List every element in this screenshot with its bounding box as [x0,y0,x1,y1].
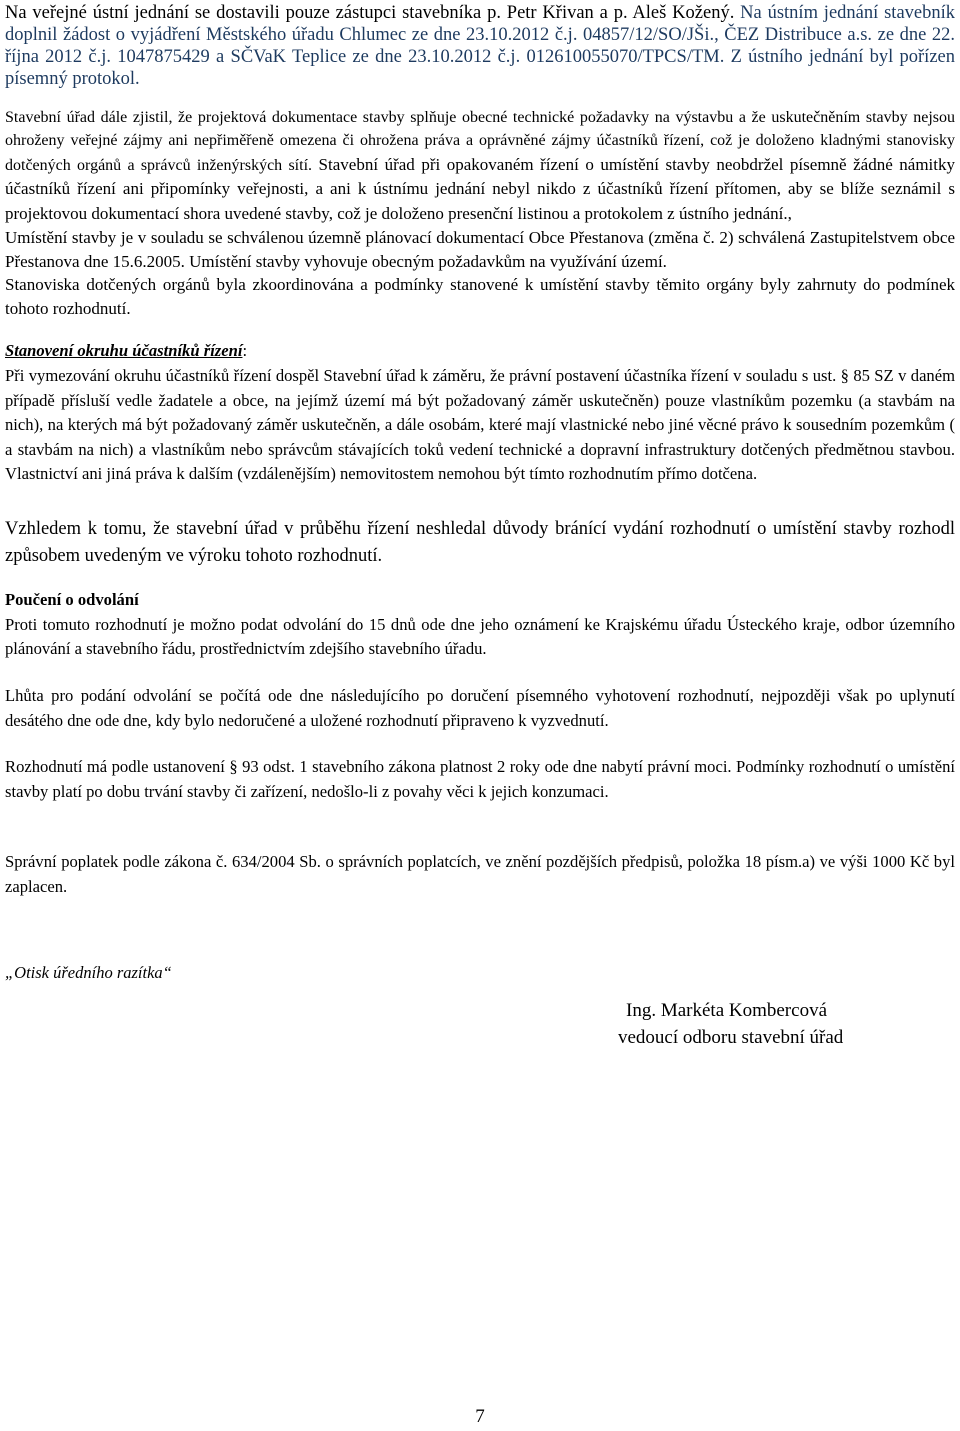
signature-name: Ing. Markéta Kombercová [626,999,828,1021]
participants-heading-colon: : [242,341,248,361]
findings-paragraph-3: Stanoviska dotčených orgánů byla zkoordinována a podmínky stanovené k umístění stavby těmito orgány byly zahrnuty do podmínek tohoto rozhodnutí. [5,275,955,318]
findings-paragraph-1 [5,106,955,226]
signature-block [618,997,955,1051]
appeal-heading: Poučení o odvolání [5,590,139,610]
intro-paragraph [5,2,955,90]
appeal-paragraph-2: Lhůta pro podání odvolání se počítá ode dne následujícího po doručení písemného vyhotovení rozhodnutí, nejpozději však po uplynutí desátého dne ode dne, kdy bylo nedoručené a uložené rozhodnutí připraveno k vyzvednutí. [5,685,955,730]
appeal-paragraph-3: Rozhodnutí má podle ustanovení § 93 odst. 1 stavebního zákona platnost 2 roky ode dne nabytí právní moci. Podmínky rozhodnutí o umístění stavby platí po dobu trvání stavby či zařízení, nedošlo-li z povahy věci k jejich konzumaci. [5,757,955,801]
findings-paragraph-2: Umístění stavby je v souladu se schválenou územně plánovací dokumentací Obce Přestanova (změna č. 2) schválená Zastupitelstvem obce Přestanova dne 15.6.2005. Umístění stavby vyhovuje obecným požadavkům na využívání území. [5,228,955,271]
intro-lead: Na veřejné ústní jednání se dostavili pouze zástupci stavebníka p. Petr Křivan a p. Aleš Kožený. [5,3,735,23]
conclusion-paragraph: Vzhledem k tomu, že stavební úřad v průběhu řízení neshledal důvody bránící vydání rozhodnutí o umístění stavby rozhodl způsobem uvedeným ve výroku tohoto rozhodnutí. [5,518,955,566]
page-number: 7 [475,1406,485,1427]
intro-rest: Na ústním jednání stavebník doplnil žádost o vyjádření Městského úřadu Chlumec ze dne 23.10.2012 č.j. 04857/12/SO/JŠi., ČEZ Distribuce a.s. ze dne 22. října 2012 č.j. 1047875429 a SČVaK Teplice ze dne 23.10.2012 č.j. 012610055070/TPCS/TM. Z ústního jednání byl pořízen písemný protokol. [5,3,956,89]
participants-heading-line [5,339,955,364]
signature-role: vedoucí odboru stavební úřad [618,1026,844,1048]
findings-text-1b: Stavební úřad při opakovaném řízení o umístění stavby neobdržel písemně žádné námitky účastníků řízení ani připomínky veřejnosti, a ani k ústnímu jednání nebyl nikdo z účastníků řízení přítomen, aby se blíže seznámil s projektovou dokumentací shora uvedené stavby, což je doloženo presenční listinou a protokolem z ústního jednání., [5,154,955,223]
stamp-placeholder: „Otisk úředního razítka“ [5,962,172,982]
fee-paragraph: Správní poplatek podle zákona č. 634/2004 Sb. o správních poplatcích, ve znění pozdějších předpisů, položka 18 písm.a) ve výši 1000 Kč byl zaplacen. [5,852,955,896]
findings-text-1a: Stavební úřad dále zjistil, že projektová dokumentace stavby splňuje obecné technické požadavky na výstavbu a že uskutečněním stavby nejsou ohroženy veřejné zájmy ani nepřiměřeně omezena či ohrožena práva a oprávněné zájmy účastníků řízení, což je doloženo kladnými stanovisky dotčených orgánů a správců inženýrských sítí. [5,109,955,174]
participants-heading: Stanovení okruhu účastníků řízení [5,341,243,361]
appeal-paragraph-1: Proti tomuto rozhodnutí je možno podat odvolání do 15 dnů ode dne jeho oznámení ke Krajskému úřadu Ústeckého kraje, odbor územního plánování a stavebního řádu, prostřednictvím zdejšího stavebního úřadu. [5,614,955,659]
participants-paragraph: Při vymezování okruhu účastníků řízení dospěl Stavební úřad k záměru, že právní postavení účastníka řízení v souladu s ust. § 85 SZ v daném případě přísluší vedle žadatele a obce, na jejímž území má být požadovaný záměr uskutečněn) pouze vlastníkům pozemku (a stavbám na nich), na kterých má být požadovaný záměr uskutečněn, a dále osobám, které mají vlastnické nebo jiné věcné právo k sousedním pozemkům ( a stavbám na nich) a vlastníkům nebo správcům stávajících toků vedení technické a dopravní infrastruktury dotčených předmětnou stavbou. Vlastnictví ani jiná práva k dalším (vzdálenějším) nemovitostem nemohou být tímto rozhodnutím přímo dotčena. [5,366,955,484]
